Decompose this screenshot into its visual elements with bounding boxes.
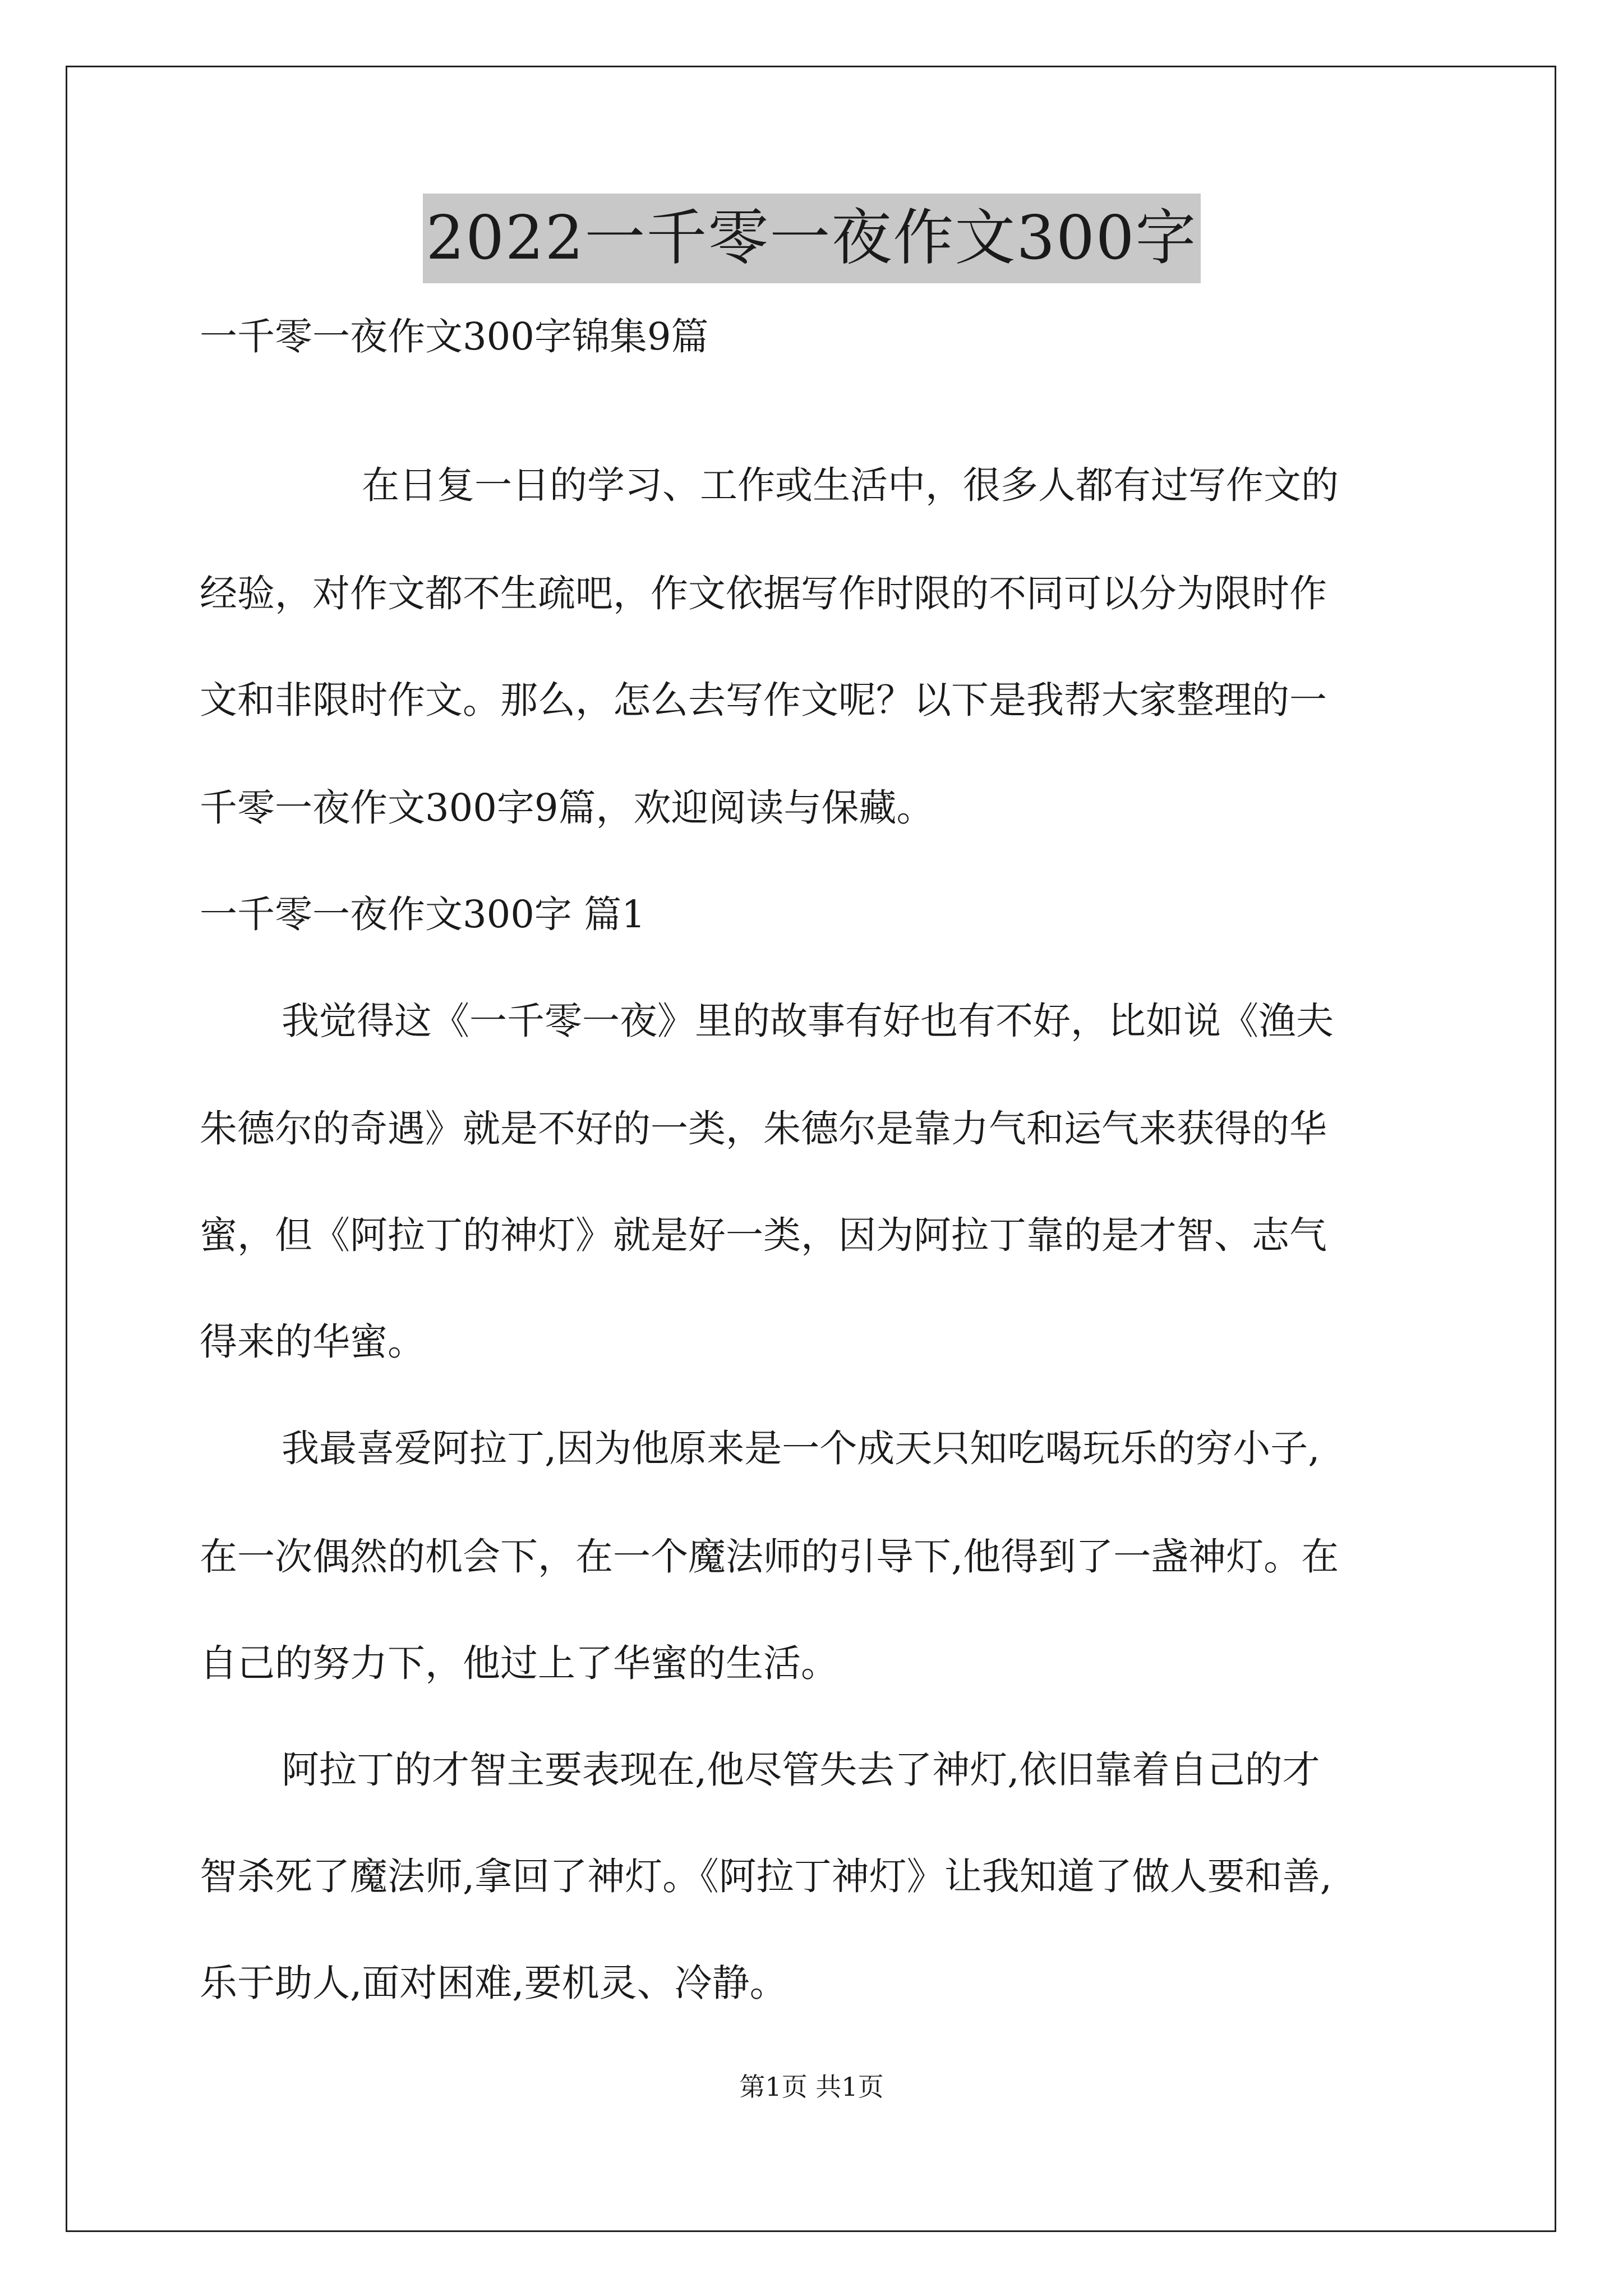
paragraph-line: 蜜，但《阿拉丁的神灯》就是好一类，因为阿拉丁靠的是才智、志气	[200, 1213, 1327, 1257]
paragraph-line: 乐于助人,面对困难,要机灵、冷静。	[200, 1961, 787, 2005]
paragraph-line: 我觉得这《一千零一夜》里的故事有好也有不好，比如说《渔夫	[282, 999, 1334, 1043]
subtitle: 一千零一夜作文300字锦集9篇	[200, 315, 709, 358]
paragraph-line: 自己的努力下，他过上了华蜜的生活。	[200, 1641, 838, 1685]
paragraph-line: 智杀死了魔法师,拿回了神灯。《阿拉丁神灯》让我知道了做人要和善,	[200, 1855, 1332, 1898]
title-container	[0, 194, 1623, 283]
paragraph-line: 朱德尔的奇遇》就是不好的一类，朱德尔是靠力气和运气来获得的华	[200, 1107, 1327, 1151]
intro-line: 文和非限时作文。那么，怎么去写作文呢？以下是我帮大家整理的一	[200, 678, 1327, 722]
paragraph-line: 得来的华蜜。	[200, 1320, 425, 1364]
intro-line: 经验，对作文都不生疏吧，作文依据写作时限的不同可以分为限时作	[200, 572, 1327, 615]
page-number: 第1页 共1页	[739, 2072, 884, 2102]
paragraph-line: 阿拉丁的才智主要表现在,他尽管失去了神灯,依旧靠着自己的才	[282, 1748, 1320, 1792]
intro-line: 千零一夜作文300字9篇，欢迎阅读与保藏。	[200, 786, 934, 830]
intro-line: 在日复一日的学习、工作或生活中，很多人都有过写作文的	[362, 463, 1339, 507]
section-heading: 一千零一夜作文300字 篇1	[200, 892, 645, 936]
paragraph-line: 在一次偶然的机会下，在一个魔法师的引导下,他得到了一盏神灯。在	[200, 1535, 1339, 1579]
paragraph-line: 我最喜爱阿拉丁,因为他原来是一个成天只知吃喝玩乐的穷小子,	[282, 1427, 1320, 1470]
document-title: 2022一千零一夜作文300字	[423, 194, 1201, 283]
